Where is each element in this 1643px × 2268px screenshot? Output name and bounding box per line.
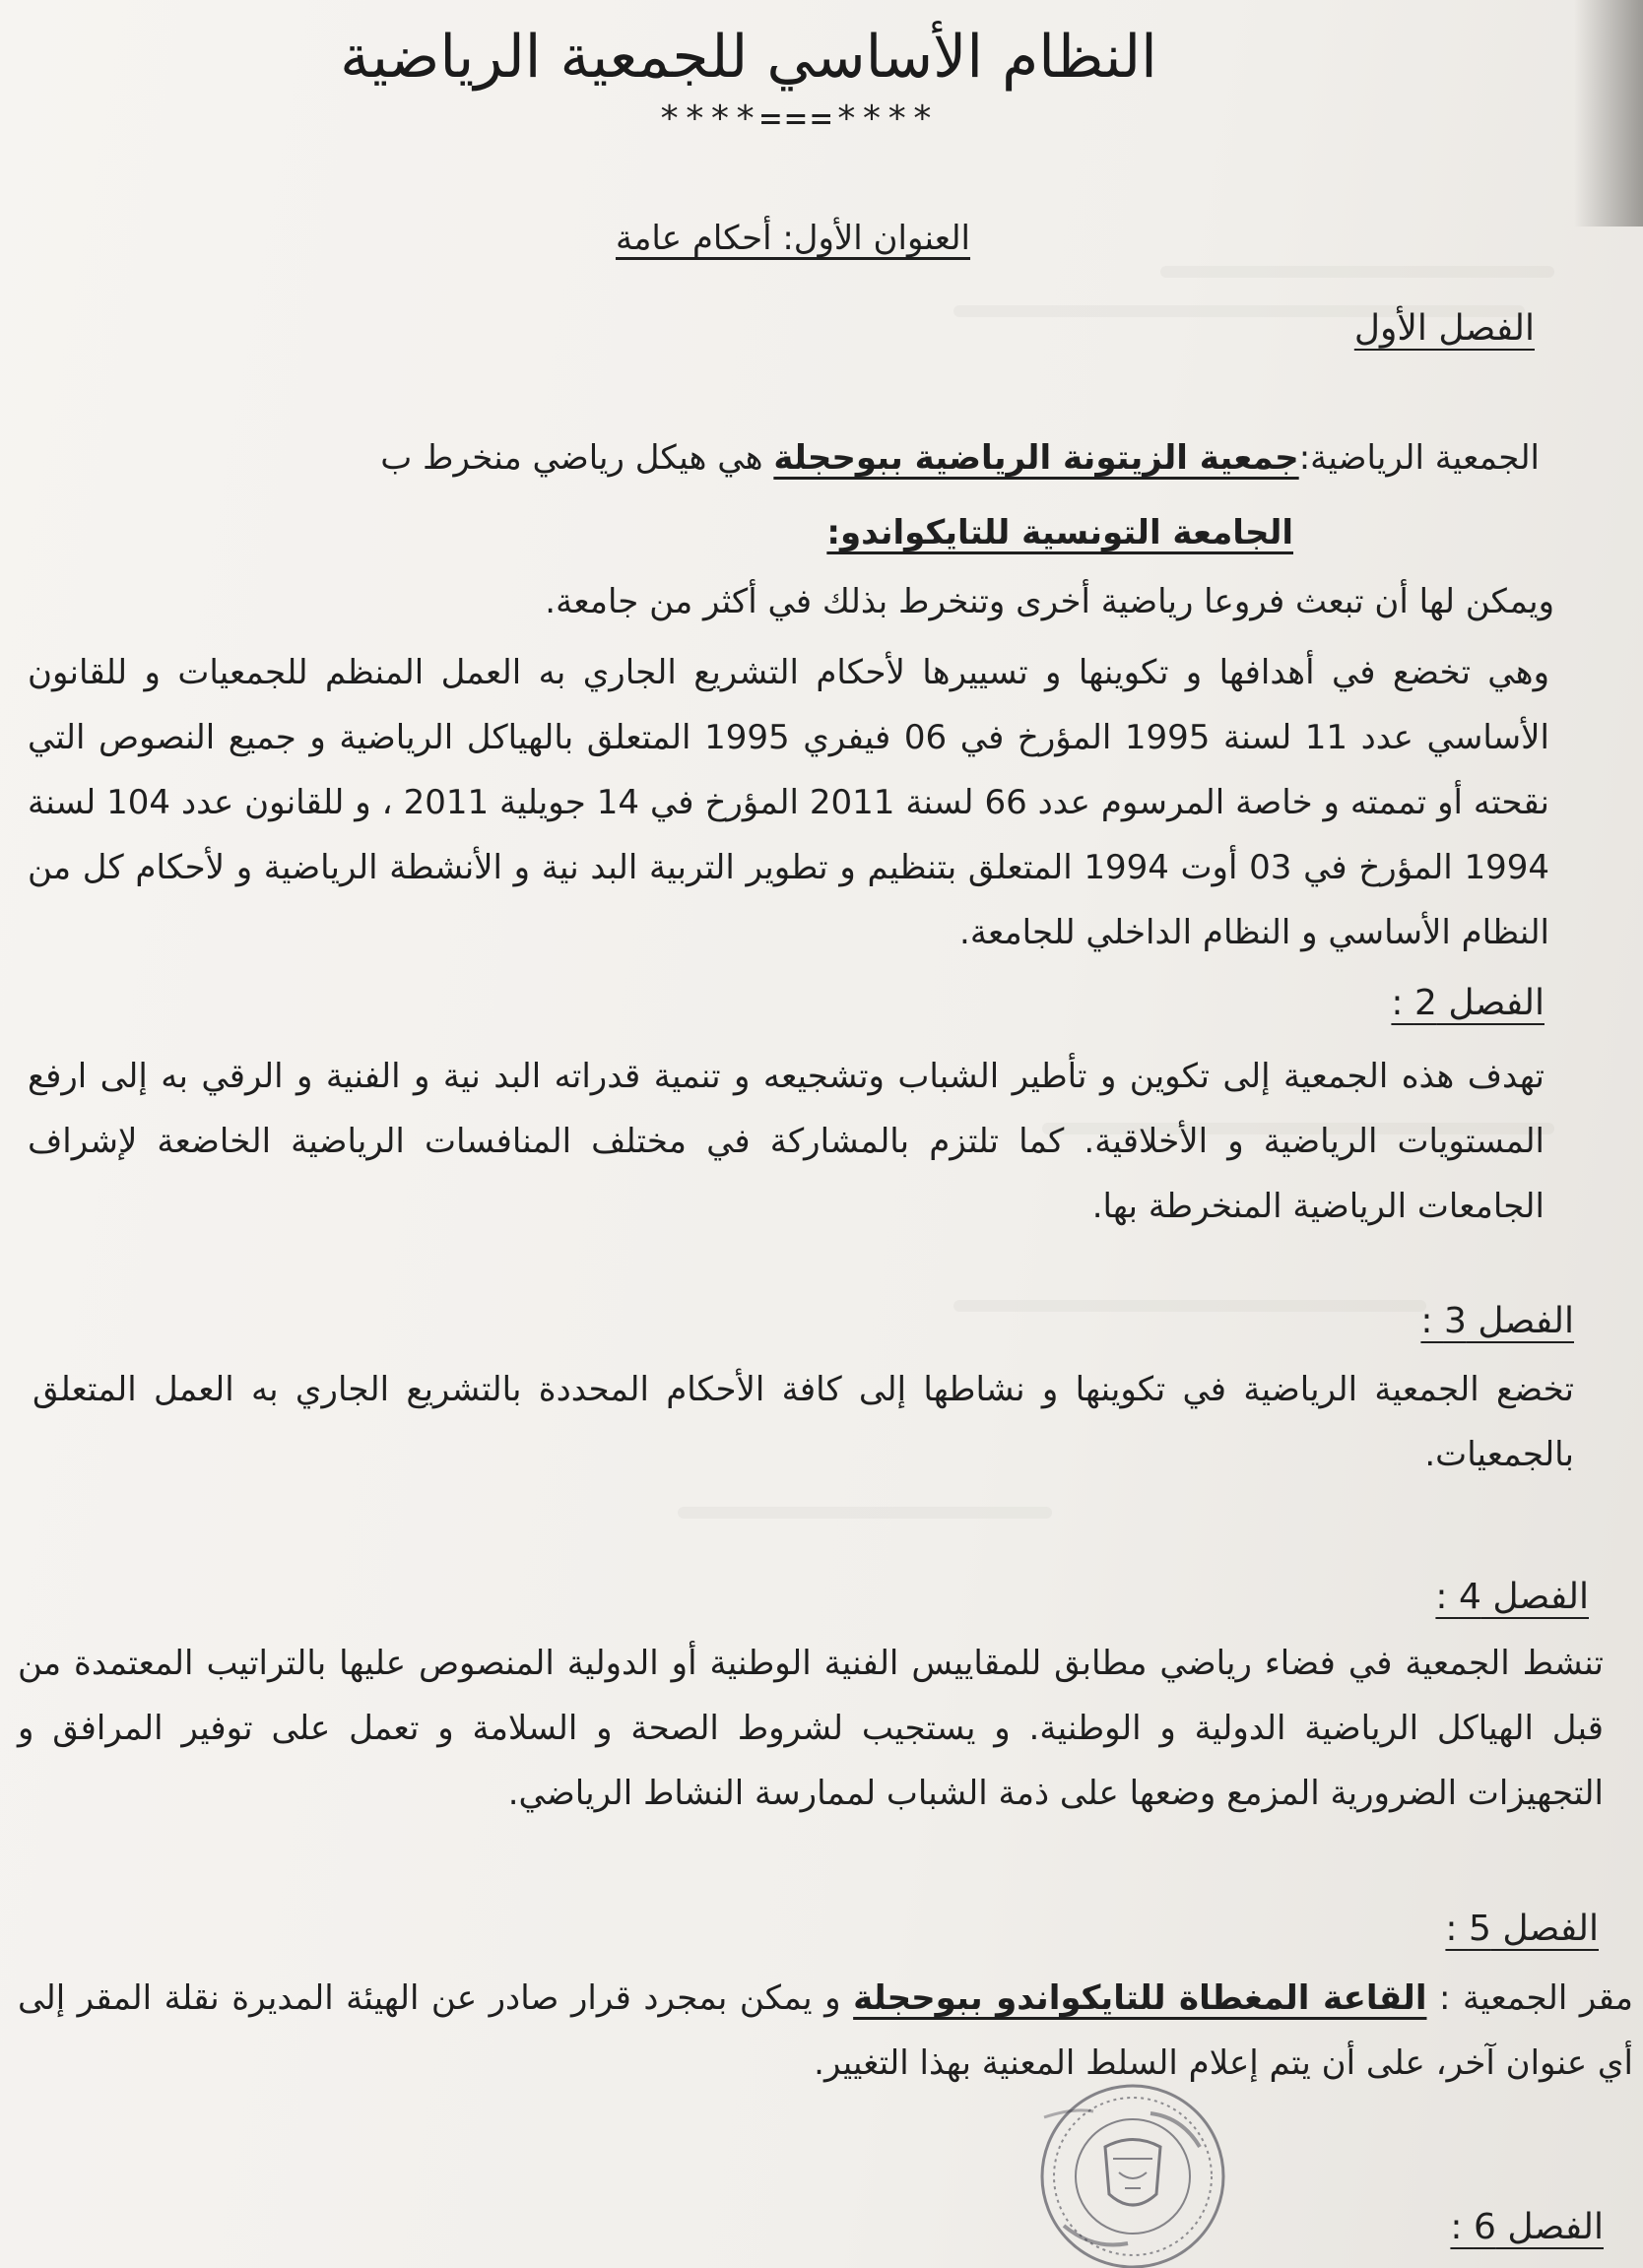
article-5-rest: و يمكن بمجرد قرار صادر عن الهيئة المديرة نقلة المقر إلى أي عنوان آخر، على أن يتم إعلام السلط المعنية بهذا التغيير. bbox=[18, 1978, 1633, 2083]
article-2-heading-text: الفصل 2 : bbox=[1391, 983, 1544, 1023]
article-2-body: تهدف هذه الجمعية إلى تكوين و تأطير الشباب وتشجيعه و تنمية قدراته البد نية و الفنية و الرقي به إلى ارفع المستويات الرياضية و الأخلاقية. كما تلتزم بالمشاركة في مختلف المنافسات الرياضية الخاضعة لإشراف الجامعات الرياضية المنخرطة بها. bbox=[28, 1057, 1544, 1226]
article-5-intro: مقر الجمعية : bbox=[1426, 1978, 1634, 2018]
section-title-text: العنوان الأول: أحكام عامة bbox=[615, 219, 971, 258]
venue-name: القاعة المغطاة للتايكواندو ببوحجلة bbox=[853, 1978, 1427, 2018]
article-1-mid: هي هيكل رياضي منخرط ب bbox=[380, 438, 774, 478]
article-4-heading bbox=[1195, 1574, 1589, 1621]
article-1-heading-text: الفصل الأول bbox=[1353, 308, 1535, 349]
article-3-body: تخضع الجمعية الرياضية في تكوينها و نشاطها إلى كافة الأحكام المحددة بالتشريع الجاري به العمل المتعلق بالجمعيات. bbox=[33, 1370, 1574, 1474]
section-title bbox=[591, 219, 995, 258]
article-4-heading-text: الفصل 4 : bbox=[1435, 1577, 1589, 1617]
article-1-paragraph-2: ويمكن لها أن تبعث فروعا رياضية أخرى وتنخرط بذلك في أكثر من جامعة. bbox=[545, 582, 1554, 621]
article-1-paragraph-3: وهي تخضع في أهدافها و تكوينها و تسييرها لأحكام التشريع الجاري به العمل المنظم للجمعيات و للقانون الأساسي عدد 11 لسنة 1995 المؤرخ في 06 فيفري 1995 المتعلق بالهياكل الرياضية و جميع النصوص التي نقحته أو تممته و خاصة المرسوم عدد 66 لسنة 2011 المؤرخ في 14 جويلية 2011 ، و للقانون عدد 104 لسنة 1994 المؤرخ في 03 أوت 1994 المتعلق بتنظيم و تطوير التربية البد نية و الأنشطة الرياضية و لأحكام كل من النظام الأساسي و النظام الداخلي للجامعة. bbox=[28, 653, 1550, 952]
article-5-body bbox=[18, 1966, 1633, 2096]
article-4-body: تنشط الجمعية في فضاء رياضي مطابق للمقاييس الفنية الوطنية أو الدولية المنصوص عليها بالتراتيب المعتمدة من قبل الهياكل الرياضية الدولية و الوطنية. و يستجيب لشروط الصحة و السلامة و تعمل على توفير المرافق و التجهيزات الضرورية المزمع وضعها على ذمة الشباب لممارسة النشاط الرياضي. bbox=[18, 1644, 1604, 1813]
federation-name: الجامعة التونسية للتايكواندو: bbox=[826, 513, 1293, 552]
club-name: جمعية الزيتونة الرياضية ببوحجلة bbox=[773, 438, 1299, 478]
article-2-heading bbox=[1150, 980, 1544, 1027]
article-5-heading-text: الفصل 5 : bbox=[1445, 1909, 1599, 1949]
article-1-federation-line bbox=[505, 500, 1293, 565]
article-3-heading-text: الفصل 3 : bbox=[1420, 1301, 1574, 1341]
article-5-heading bbox=[1205, 1906, 1599, 1953]
official-seal-icon bbox=[1034, 2078, 1231, 2268]
article-3-heading bbox=[1180, 1298, 1574, 1345]
document-title: النظام الأساسي للجمعية الرياضية bbox=[340, 23, 1157, 92]
article-1-heading bbox=[1141, 305, 1535, 353]
article-1-intro: الجمعية الرياضية: bbox=[1298, 438, 1540, 478]
title-decoration: ****===**** bbox=[658, 98, 938, 139]
article-6-heading bbox=[1210, 2204, 1604, 2251]
bleed-through bbox=[1160, 266, 1554, 278]
bleed-through bbox=[678, 1507, 1052, 1519]
page-edge-shadow bbox=[1574, 0, 1643, 227]
article-6-heading-text: الفصل 6 : bbox=[1450, 2207, 1604, 2247]
article-1-paragraph-1 bbox=[259, 425, 1540, 490]
